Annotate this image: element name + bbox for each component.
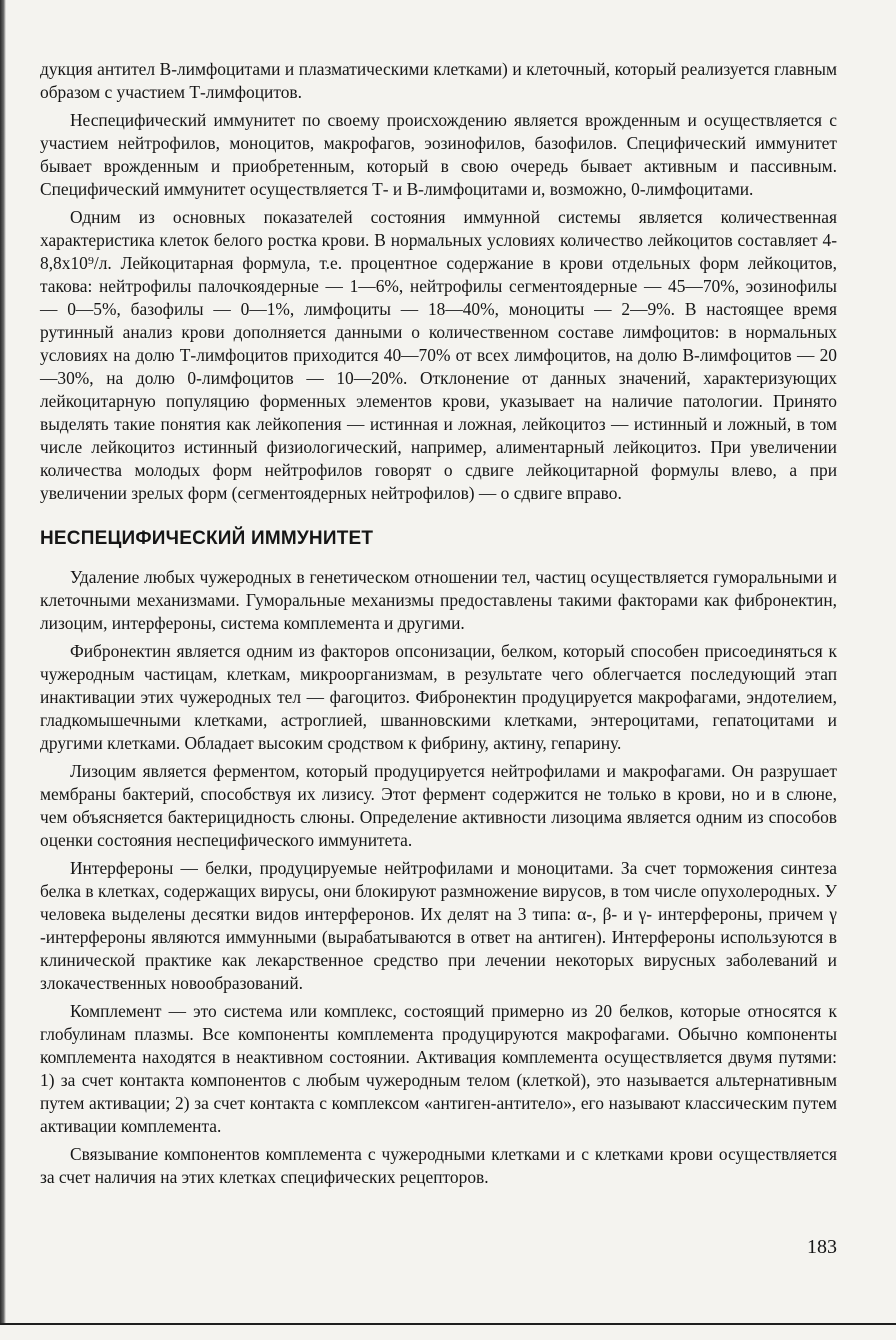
- paragraph-complement: Комплемент — это система или комплекс, состоящий примерно из 20 белков, которые относятся к глобулинам плазмы. Все компоненты комплемента продуцируются макрофагами. Обычно компоненты комплемента находятся в неактивном состоянии. Активация комплемента осуществляется двумя путями: 1) за счет контакта компонентов с любым чужеродным телом (клеткой), это называется альтернативным путем активации; 2) за счет контакта с комплексом «антиген-антитело», его называют классическим путем активации комплемента.: [40, 1001, 837, 1136]
- scan-bottom-edge: [0, 1323, 896, 1325]
- section-heading: НЕСПЕЦИФИЧЕСКИЙ ИММУНИТЕТ: [40, 528, 374, 549]
- paragraph-nonspecific-origin: Неспецифический иммунитет по своему происхождению является врожденным и осуществляется с участием нейтрофилов, моноцитов, макрофагов, эозинофилов, базофилов. Специфический иммунитет бывает врожденным и приобретенным, который в свою очередь бывает активным и пассивным. Специфический иммунитет осуществляется Т- и В-лимфоцитами и, возможно, 0-лимфоцитами.: [40, 110, 837, 199]
- paragraph-continuation: дукция антител В-лимфоцитами и плазматическими клетками) и клеточный, который реализуется главным образом с участием Т-лимфоцитов.: [40, 59, 837, 102]
- paragraph-fibronectin: Фибронектин является одним из факторов опсонизации, белком, который способен присоединяться к чужеродным частицам, клеткам, микроорганизмам, в результате чего облегчается последующий этап инактивации этих чужеродных тел — фагоцитоз. Фибронектин продуцируется макрофагами, эндотелием, гладкомышечными клетками, астроглией, шванновскими клетками, энтероцитами, гепатоцитами и другими клетками. Обладает высоким сродством к фибрину, актину, гепарину.: [40, 641, 837, 753]
- page-body: [40, 58, 837, 1189]
- paragraph-removal-mechanisms: Удаление любых чужеродных в генетическом отношении тел, частиц осуществляется гуморальными и клеточными механизмами. Гуморальные механизмы предоставлены такими факторами как фибронектин, лизоцим, интерфероны, система комплемента и другими.: [40, 567, 837, 633]
- paragraph-interferons: Интерфероны — белки, продуцируемые нейтрофилами и моноцитами. За счет торможения синтеза белка в клетках, содержащих вирусы, они блокируют размножение вирусов, в том числе опухолеродных. У человека выделены десятки видов интерферонов. Их делят на 3 типа: α-, β- и γ- интерфероны, причем γ -интерфероны являются иммунными (вырабатываются в ответ на антиген). Интерфероны используются в клинической практике как лекарственное средство при лечении некоторых вирусных заболеваний и злокачественных новообразований.: [40, 858, 837, 993]
- page-number: 183: [807, 1236, 837, 1258]
- paragraph-leukocyte-formula: Одним из основных показателей состояния иммунной системы является количественная характеристика клеток белого ростка крови. В нормальных условиях количество лейкоцитов составляет 4-8,8x10⁹/л. Лейкоцитарная формула, т.е. процентное содержание в крови отдельных форм лейкоцитов, такова: нейтрофилы палочкоядерные — 1—6%, нейтрофилы сегментоядерные — 45—70%, эозинофилы — 0—5%, базофилы — 0—1%, лимфоциты — 18—40%, моноциты — 2—9%. В настоящее время рутинный анализ крови дополняется данными о количественном составе лимфоцитов: в нормальных условиях на долю Т-лимфоцитов приходится 40—70% от всех лимфоцитов, на долю В-лимфоцитов — 20—30%, на долю 0-лимфоцитов — 10—20%. Отклонение от данных значений, характеризующих лейкоцитарную популяцию форменных элементов крови, указывает на наличие патологии. Принято выделять такие понятия как лейкопения — истинная и ложная, лейкоцитоз — истинный и ложный, в том числе лейкоцитоз истинный физиологический, например, алиментарный лейкоцитоз. При увеличении количества молодых форм нейтрофилов говорят о сдвиге лейкоцитарной формулы влево, а при увеличении зрелых форм (сегментоядерных нейтрофилов) — о сдвиге вправо.: [40, 207, 837, 503]
- paragraph-complement-binding: Связывание компонентов комплемента с чужеродными клетками и с клетками крови осуществляется за счет наличия на этих клетках специфических рецепторов.: [40, 1144, 837, 1187]
- paragraph-lysozyme: Лизоцим является ферментом, который продуцируется нейтрофилами и макрофагами. Он разрушает мембраны бактерий, способствуя их лизису. Этот фермент содержится не только в крови, но и в слюне, чем объясняется бактерицидность слюны. Определение активности лизоцима является одним из способов оценки состояния неспецифического иммунитета.: [40, 761, 837, 850]
- scan-binding-edge: [0, 0, 6, 1325]
